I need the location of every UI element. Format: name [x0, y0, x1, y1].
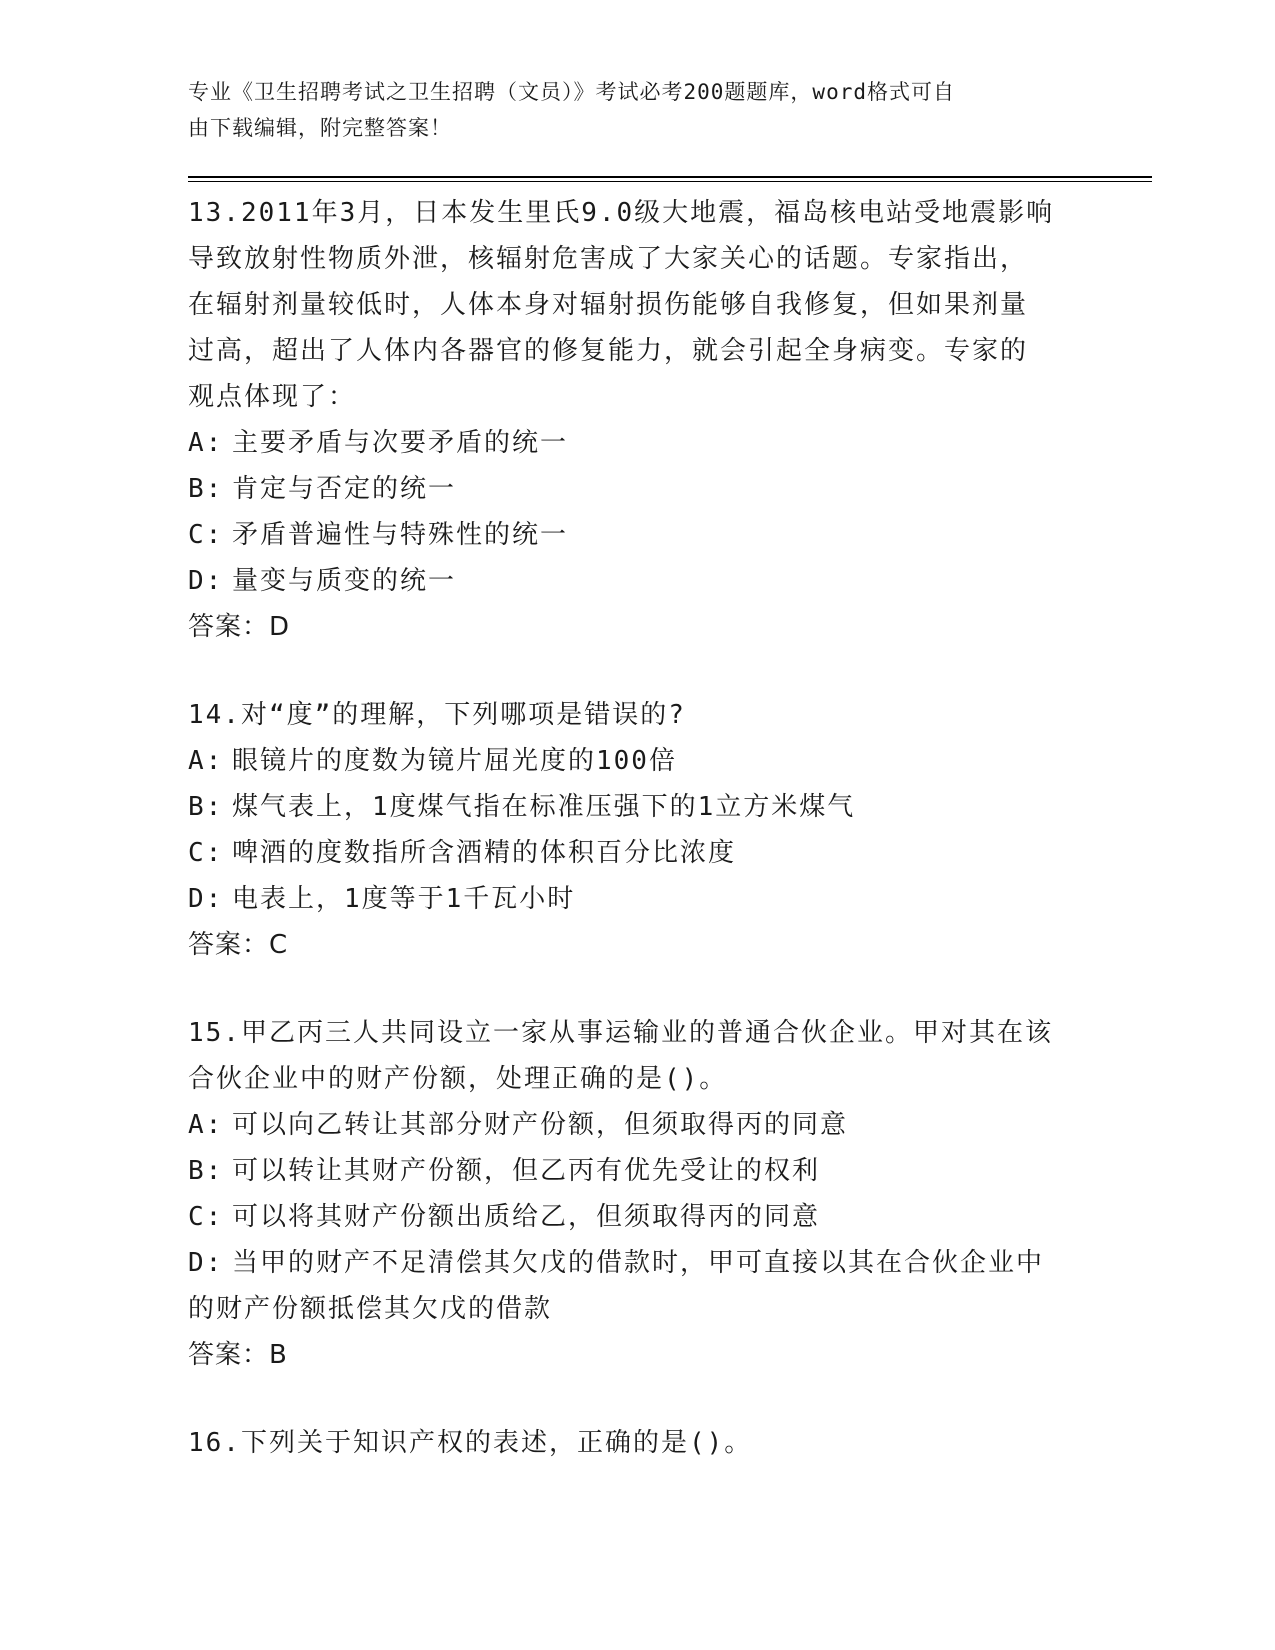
answer-line: 答案：D: [188, 612, 291, 642]
option-letter: D:: [188, 1248, 224, 1278]
option-letter: B:: [188, 1156, 224, 1186]
option-b: [188, 1148, 1088, 1194]
option-text: 量变与质变的统一: [232, 566, 457, 596]
header-divider-thin: [188, 181, 1152, 182]
option-text: 当甲的财产不足清偿其欠戊的借款时，甲可直接以其在合伙企业中: [232, 1248, 1045, 1278]
option-text: 眼镜片的度数为镜片屈光度的100倍: [232, 746, 677, 776]
option-c: [188, 830, 1088, 876]
option-b: [188, 466, 1088, 512]
option-letter: C:: [188, 838, 224, 868]
document-header: [188, 74, 1088, 146]
question-stem-line: 观点体现了：: [188, 382, 357, 412]
option-letter: D:: [188, 884, 224, 914]
question-stem-line: 13.2011年3月，日本发生里氏9.0级大地震，福岛核电站受地震影响: [188, 198, 1055, 228]
option-letter: A:: [188, 746, 224, 776]
option-text: 可以将其财产份额出质给乙，但须取得丙的同意: [232, 1202, 821, 1232]
option-text: 主要矛盾与次要矛盾的统一: [232, 428, 569, 458]
option-text: 可以向乙转让其部分财产份额，但须取得丙的同意: [232, 1110, 849, 1140]
question-14: [188, 692, 1088, 968]
header-line-1: 专业《卫生招聘考试之卫生招聘（文员）》考试必考200题题库，word格式可自: [188, 80, 955, 104]
option-text: 煤气表上，1度煤气指在标准压强下的1立方米煤气: [232, 792, 856, 822]
option-letter: C:: [188, 1202, 224, 1232]
question-15: [188, 1010, 1088, 1378]
option-letter: A:: [188, 428, 224, 458]
option-a: [188, 738, 1088, 784]
header-divider-thick: [188, 176, 1152, 178]
answer-line: 答案：C: [188, 930, 289, 960]
option-b: [188, 784, 1088, 830]
question-stem-line: 合伙企业中的财产份额，处理正确的是()。: [188, 1064, 728, 1094]
question-stem-line: 过高，超出了人体内各器官的修复能力，就会引起全身病变。专家的: [188, 336, 1029, 366]
option-letter: B:: [188, 792, 224, 822]
option-text: 电表上，1度等于1千瓦小时: [232, 884, 576, 914]
question-13: [188, 190, 1088, 650]
option-d: [188, 558, 1088, 604]
question-16: [188, 1420, 1088, 1466]
option-text: 矛盾普遍性与特殊性的统一: [232, 520, 569, 550]
answer-line: 答案：B: [188, 1340, 288, 1370]
option-letter: D:: [188, 566, 224, 596]
option-d-continuation: 的财产份额抵偿其欠戊的借款: [188, 1294, 553, 1324]
question-list: [188, 190, 1088, 1508]
option-text: 啤酒的度数指所含酒精的体积百分比浓度: [232, 838, 737, 868]
question-stem-line: 在辐射剂量较低时，人体本身对辐射损伤能够自我修复，但如果剂量: [188, 290, 1029, 320]
option-d: [188, 1240, 1088, 1286]
option-letter: B:: [188, 474, 224, 504]
option-a: [188, 1102, 1088, 1148]
option-d: [188, 876, 1088, 922]
option-letter: C:: [188, 520, 224, 550]
option-text: 可以转让其财产份额，但乙丙有优先受让的权利: [232, 1156, 821, 1186]
option-c: [188, 512, 1088, 558]
question-stem-line: 15.甲乙丙三人共同设立一家从事运输业的普通合伙企业。甲对其在该: [188, 1018, 1053, 1048]
question-stem-line: 导致放射性物质外泄，核辐射危害成了大家关心的话题。专家指出，: [188, 244, 1029, 274]
header-line-2: 由下载编辑，附完整答案！: [188, 116, 452, 140]
option-c: [188, 1194, 1088, 1240]
option-a: [188, 420, 1088, 466]
option-text: 肯定与否定的统一: [232, 474, 457, 504]
option-letter: A:: [188, 1110, 224, 1140]
question-stem-line: 16.下列关于知识产权的表述，正确的是()。: [188, 1428, 753, 1458]
question-stem-line: 14.对“度”的理解，下列哪项是错误的?: [188, 700, 686, 730]
